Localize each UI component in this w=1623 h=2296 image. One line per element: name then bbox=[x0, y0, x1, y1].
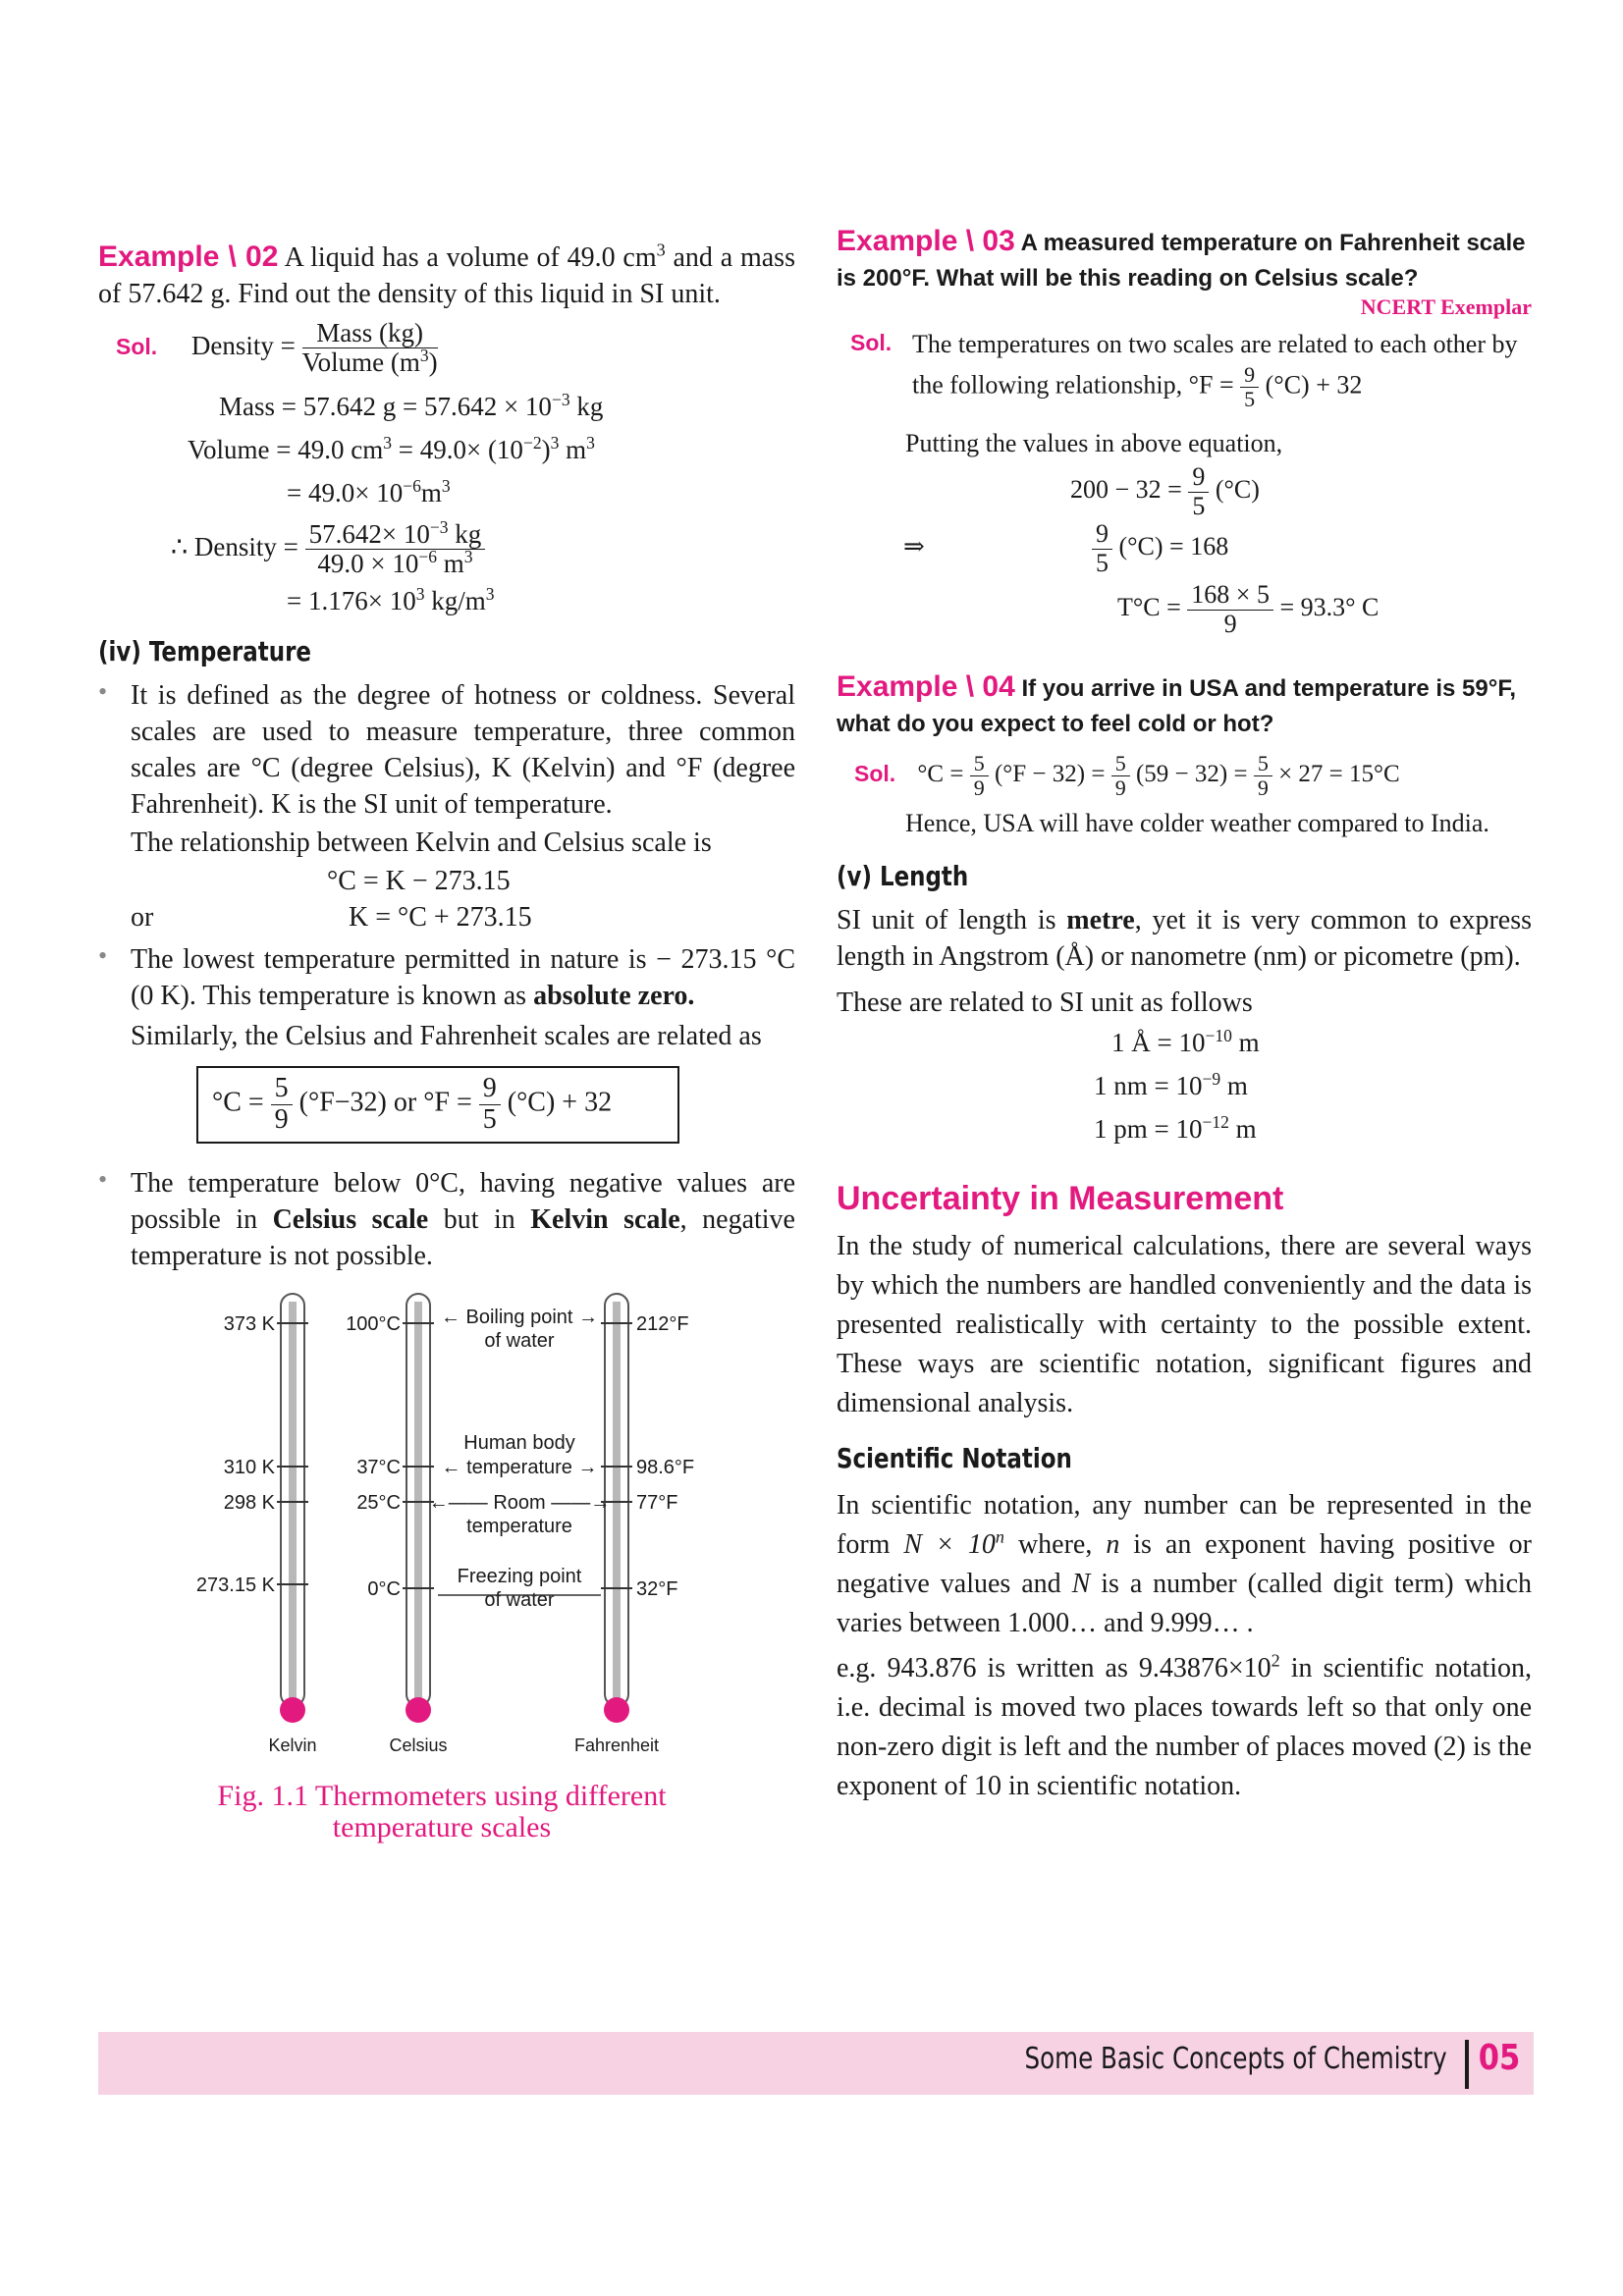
left-column bbox=[98, 224, 795, 1843]
mass-line: Mass = 57.642 $g = 57.642 \times 10^{-3}$ kg bbox=[219, 390, 604, 421]
example-04-solution: Sol. °C = $\frac{5}{9}$ (°F − 32) = $\frac{5}{9}$ (59 − 32) = $\frac{5}{9}$ × 27 = 15°C bbox=[854, 750, 1400, 801]
svg-text:of water: of water bbox=[484, 1588, 555, 1611]
example-04-label: Example \ 04 bbox=[837, 670, 1015, 704]
label-0c: 0°C bbox=[367, 1577, 401, 1600]
page-number: 05 bbox=[1478, 2038, 1521, 2078]
room-temperature-label: ←—— Room ——→ bbox=[428, 1491, 611, 1514]
celsius-caption: Celsius bbox=[389, 1735, 448, 1755]
example-02-question: Example \ 02 A liquid has a volume of 49.0 $cm^3$ and a mass of 57.642 g. Find out the density of this liquid in SI unit. bbox=[98, 240, 795, 309]
celsius-bulb bbox=[406, 1697, 431, 1723]
density-fraction: $\frac{\text{Mass (kg)}}{Volume (m^3)}$ bbox=[301, 317, 438, 378]
putting-values: Putting the values in above equation, bbox=[905, 429, 1283, 458]
bullet-2: • The lowest temperature permitted in nature is − 273.15 °C (0 K). This temperature is known as absolute zero. Similarly, the Celsius and Fahrenheit scales are related as bbox=[98, 941, 795, 1054]
volume-line-2: = $49.0\times 10^{-6}m^3$ bbox=[287, 476, 451, 507]
freezing-point-label: Freezing point bbox=[457, 1565, 582, 1587]
kelvin-thermometer bbox=[277, 1294, 308, 1723]
label-25c: 25°C bbox=[356, 1491, 401, 1514]
fahrenheit-caption: Fahrenheit bbox=[573, 1735, 660, 1755]
fahrenheit-bulb bbox=[604, 1697, 629, 1723]
picometre-relation: 1 pm = $10^{-12}$ m bbox=[1094, 1112, 1257, 1145]
kelvin-caption: Kelvin bbox=[268, 1735, 317, 1755]
uncertainty-heading: Uncertainty in Measurement bbox=[837, 1180, 1284, 1218]
thermometers-figure bbox=[98, 1288, 795, 1779]
sol3-line-3: T°C = $\frac{168 \times 5}{9}$ = 93.3° C bbox=[1117, 580, 1380, 638]
example-03-question: Example \ 03 A measured temperature on Fahrenheit scale is 200°F. What will be this reading on Celsius scale? bbox=[837, 225, 1526, 292]
svg-text:← temperature →: ← temperature → bbox=[441, 1456, 598, 1478]
uncertainty-paragraph: In the study of numerical calculations, there are several ways by which the numbers are handled conveniently and the data is presented realistically with certainty to the possible extent. These ways are scientific notation, significant figures and dimensional analysis. bbox=[837, 1231, 1532, 1419]
ncert-exemplar-tag: NCERT Exemplar bbox=[1360, 294, 1532, 319]
boiling-point-label: ← Boiling point → bbox=[440, 1306, 599, 1328]
label-27315k: 273.15 K bbox=[195, 1574, 275, 1596]
example-02-label: Example \ 02 bbox=[98, 240, 279, 273]
kelvin-bulb bbox=[280, 1697, 305, 1723]
svg-text:temperature: temperature bbox=[466, 1515, 572, 1537]
label-986f: 98.6°F bbox=[636, 1456, 695, 1478]
length-relation-intro: These are related to SI unit as follows bbox=[837, 988, 1253, 1019]
label-310k: 310 K bbox=[223, 1456, 275, 1478]
label-212f: 212°F bbox=[636, 1312, 689, 1335]
label-77f: 77°F bbox=[636, 1491, 678, 1514]
sol3-line-2: ⇒ $\frac{9}{5}$ (°C) = 168 bbox=[903, 519, 1229, 577]
temperature-heading: (iv) Temperature bbox=[98, 635, 311, 667]
nanometre-relation: 1 nm = $10^{-9}$ m bbox=[1094, 1069, 1248, 1101]
density-formula: Sol. Density = $\frac{\text{Mass (kg)}}{Volume (m^3)}$ bbox=[116, 317, 438, 378]
sol3-line-1: 200 − 32 = $\frac{9}{5}$ (°C) bbox=[1070, 462, 1260, 520]
volume-line: Volume = 49.0 $cm^3 = 49.0\times (10^{-2})^3$ $m^3$ bbox=[188, 433, 595, 464]
length-paragraph: SI unit of length is metre, yet it is very common to express length in Angstrom (Å) or nanometre (nm) or picometre (pm). bbox=[837, 905, 1532, 973]
density-calc: ∴ Density = $\frac{57.642\times 10^{-3} kg}{49.0 \times 10^{-6} m^3}$ bbox=[98, 514, 795, 579]
example-03-label: Example \ 03 bbox=[837, 225, 1015, 257]
label-32f: 32°F bbox=[636, 1577, 678, 1600]
celsius-fahrenheit-box: °C = $\frac{5}{9}$ (°F−32) or °F = $\frac{9}{5}$ (°C) + 32 bbox=[196, 1066, 795, 1144]
bullet-1: • It is defined as the degree of hotness or coldness. Several scales are used to measure temperature, three common scales are °C (degree Celsius), K (Kelvin) and °F (degree Fahrenheit). K is the SI unit of temperature. The relationship between Kelvin and Celsius scale is °C = K − 273.15 bbox=[98, 677, 795, 899]
sol-label: Sol. bbox=[116, 334, 158, 359]
scientific-notation-heading: Scientific Notation bbox=[837, 1442, 1072, 1475]
scientific-notation-paragraph-2: e.g. 943.876 is written as $9.43876\times 10^2$ in scientific notation, i.e. decimal is moved two places towards left so that only one non-zero digit is left and the number of places moved (2) is the exponent of 10 in scientific notation. bbox=[837, 1651, 1532, 1802]
example-03-solution: Sol. The temperatures on two scales are related to each other by the following relationship, °F = $\frac{9}{5}$ (°C) + 32 bbox=[850, 330, 1518, 412]
label-373k: 373 K bbox=[223, 1312, 275, 1335]
density-result: = $1.176\times 10^3$ $kg/m^3$ bbox=[287, 584, 495, 615]
eq-celsius: °C = K − 273.15 bbox=[327, 866, 511, 896]
length-heading: (v) Length bbox=[837, 860, 969, 893]
eq-kelvin-row: or K = °C + 273.15 bbox=[131, 902, 532, 933]
label-100c: 100°C bbox=[346, 1312, 401, 1335]
hence-statement: Hence, USA will have colder weather compared to India. bbox=[905, 809, 1489, 838]
label-37c: 37°C bbox=[356, 1456, 401, 1478]
scientific-notation-paragraph-1: In scientific notation, any number can be represented in the form $N \times 10^n$ where, n is an exponent having positive or negative values and N is a number (called digit term) which varies between 1.000… and 9.999… . bbox=[837, 1490, 1532, 1639]
footer-divider bbox=[1465, 2040, 1469, 2089]
figure-caption: Fig. 1.1 Thermometers using different temperature scales bbox=[217, 1779, 667, 1843]
human-body-label: Human body bbox=[463, 1431, 575, 1454]
example-04-question: Example \ 04 If you arrive in USA and temperature is 59°F, what do you expect to feel cold or hot? bbox=[837, 670, 1516, 738]
right-column bbox=[837, 224, 1532, 1806]
footer-band bbox=[98, 2032, 1534, 2095]
footer-chapter-title: Some Basic Concepts of Chemistry bbox=[1024, 2042, 1447, 2076]
bullet-3: • The temperature below 0°C, having negative values are possible in Celsius scale but in Kelvin scale, negative temperature is not possible. bbox=[98, 1165, 795, 1274]
svg-text:of water: of water bbox=[484, 1329, 555, 1352]
angstrom-relation: 1 Å = $10^{-10}$ m bbox=[1111, 1026, 1260, 1058]
label-298k: 298 K bbox=[223, 1491, 275, 1514]
